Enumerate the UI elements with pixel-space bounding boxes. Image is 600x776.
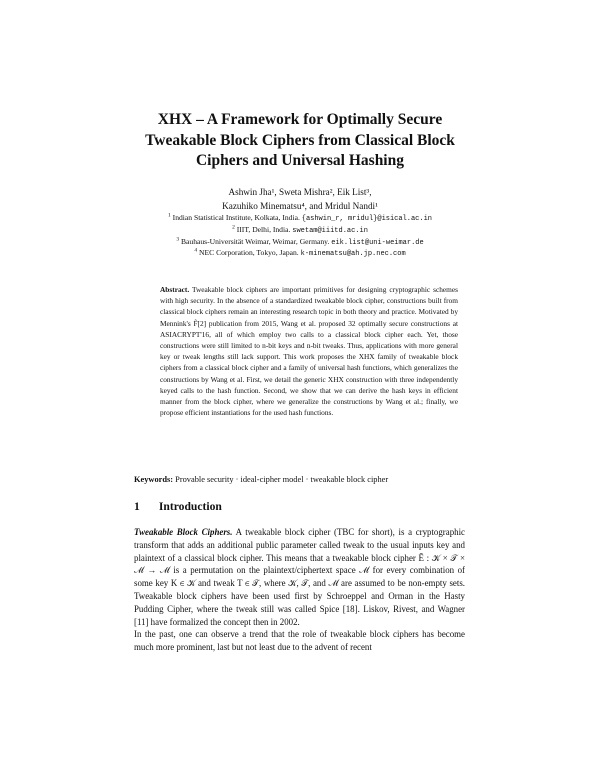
- keywords-label: Keywords:: [134, 475, 174, 484]
- paragraph-1-text: A tweakable block cipher (TBC for short), is a cryptographic transform that adds an additional public parameter called tweak to the usual inputs key and plaintext of a classical block cipher. This means that a tweakable block cipher Ẽ : 𝒦 × 𝒯 × ℳ → ℳ is a permutation on the plaintext/ciphertext space ℳ for every combination of some key K ∈ 𝒦 and tweak T ∈ 𝒯, where 𝒦, 𝒯, and ℳ are assumed to be non-empty sets. Tweakable block ciphers have been used first by Schroeppel and Orman in the Hasty Pudding Cipher, where the tweak still was called Spice [18]. Liskov, Rivest, and Wagner [11] have formalized the concept then in 2002.: [134, 527, 465, 627]
- title-line-2: Tweakable Block Ciphers from Classical Block: [145, 131, 455, 149]
- affiliation-text: Indian Statistical Institute, Kolkata, India.: [172, 213, 300, 222]
- affiliation-email: k-minematsu@ah.jp.nec.com: [300, 250, 406, 259]
- title-line-3: Ciphers and Universal Hashing: [195, 152, 404, 169]
- affiliation-2: [100, 225, 500, 237]
- abstract: [160, 284, 458, 418]
- affiliation-text: NEC Corporation, Tokyo, Japan.: [198, 248, 299, 258]
- paper-title: [100, 110, 500, 172]
- affiliation-email: {ashwin_r, mridul}@isical.ac.in: [301, 215, 432, 223]
- affiliation-mark: 3: [176, 236, 180, 243]
- affiliation-mark: 4: [194, 247, 198, 254]
- authors-line-1: Ashwin Jha¹, Sweta Mishra², Eik List³,: [228, 187, 372, 197]
- body-text: [134, 526, 465, 654]
- affiliation-4: [100, 248, 500, 260]
- section-heading: [134, 500, 474, 513]
- paragraph-1: [134, 526, 465, 628]
- affiliation-list: [100, 213, 500, 260]
- affiliation-email: swetam@iiitd.ac.in: [292, 226, 368, 235]
- affiliation-mark: 1: [168, 212, 171, 219]
- affiliation-text: IIIT, Delhi, India.: [236, 224, 291, 234]
- title-line-1: XHX – A Framework for Optimally Secure: [157, 111, 443, 128]
- keywords: [134, 474, 474, 486]
- authors-line-2: Kazuhiko Minematsu⁴, and Mridul Nandi¹: [222, 201, 378, 211]
- paragraph-2: In the past, one can observe a trend that the role of tweakable block ciphers has become much more prominent, last but not least due to the advent of recent: [134, 629, 465, 653]
- section-number: 1: [134, 500, 140, 513]
- affiliation-mark: 2: [232, 224, 235, 231]
- keywords-text: Provable security · ideal-cipher model · tweakable block cipher: [175, 475, 389, 484]
- affiliation-3: [100, 237, 500, 249]
- runin-heading: Tweakable Block Ciphers.: [134, 527, 233, 537]
- affiliation-1: [100, 213, 500, 225]
- abstract-text: Tweakable block ciphers are important primitives for designing cryptographic schemes with high security. In the absence of a standardized tweakable block cipher, constructions built from classical block ciphers remain an interesting research topic in both theory and practice. Motivated by Mennink's F̃[2] publication from 2015, Wang et al. proposed 32 optimally secure constructions at ASIACRYPT'16, all of which employ two calls to a classical block cipher each. Yet, those constructions were still limited to n-bit keys and n-bit tweaks. Thus, applications with more general key or tweak lengths still lack support. This work proposes the XHX family of tweakable block ciphers from a classical block cipher and a family of universal hash functions, which generalizes the constructions by Wang et al. First, we detail the generic XHX construction with three independently keyed calls to the hash function. Second, we show that we can derive the hash keys in efficient manner from the block cipher, where we generalize the constructions by Wang et al.; finally, we propose efficient instantiations for the used hash functions.: [160, 285, 458, 418]
- section-title: Introduction: [158, 500, 222, 513]
- abstract-label: Abstract.: [160, 285, 190, 294]
- affiliation-text: Bauhaus-Universität Weimar, Weimar, Germany.: [180, 236, 330, 246]
- author-list: [100, 185, 500, 213]
- affiliation-email: eik.list@uni-weimar.de: [331, 238, 424, 247]
